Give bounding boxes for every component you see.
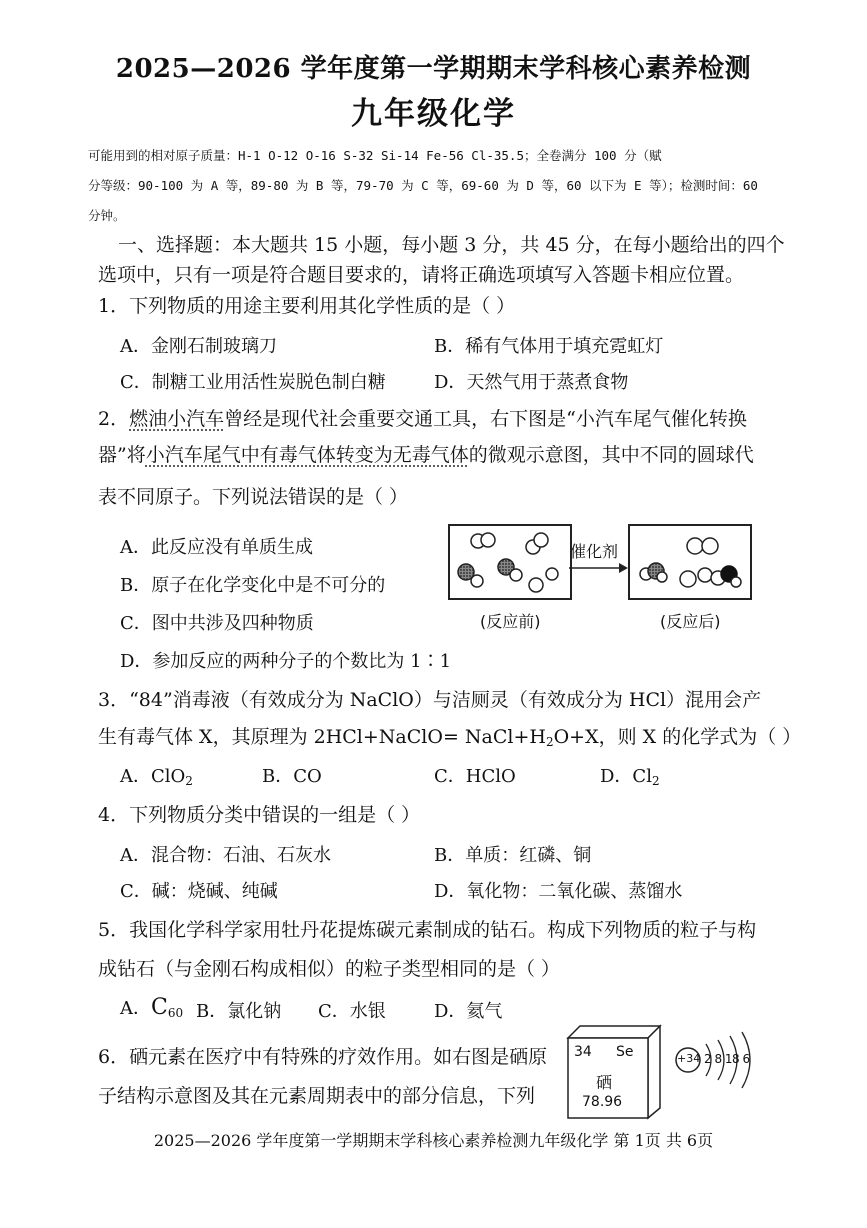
q6-stem-line-2: 子结构示意图及其在元素周期表中的部分信息，下列 (98, 1085, 536, 1107)
atomic-structure-diagram (672, 1030, 792, 1100)
atom-white (529, 578, 543, 592)
reaction-diagram (448, 524, 768, 634)
after-label: (反应后) (660, 612, 721, 631)
atom-white (687, 538, 703, 554)
q1-option-c: C．制糖工业用活性炭脱色制白糖 (120, 372, 386, 393)
atomic-mass: 78.96 (582, 1094, 623, 1110)
q5-option-d: D．氦气 (434, 1001, 503, 1022)
atom-white (546, 568, 558, 580)
electron-counts: 2 8 18 6 (704, 1052, 750, 1066)
page-footer: 2025—2026 学年度第一学期期末学科核心素养检测九年级化学 第 1页 共 6页 (153, 1131, 714, 1150)
before-label: (反应前) (480, 612, 541, 631)
q3-option-b: B．CO (262, 766, 322, 787)
q1-stem: 1．下列物质的用途主要利用其化学性质的是（ ） (98, 295, 516, 317)
q1-option-b: B．稀有气体用于填充霓虹灯 (434, 336, 664, 357)
exam-subject: 九年级化学 (351, 96, 516, 132)
q3-option-d: D．$Cl_2$ (600, 766, 660, 788)
atom-white (510, 569, 522, 581)
q6-stem-line-1: 6．硒元素在医疗中有特殊的疗效作用。如右图是硒原 (98, 1046, 548, 1068)
q2-option-b: B．原子在化学变化中是不可分的 (120, 575, 386, 596)
q3-stem-line-1: 3．“84”消毒液（有效成分为 NaClO）与洁厕灵（有效成分为 HCl）混用会产 (98, 689, 762, 711)
q5-option-b: B．氯化钠 (196, 1001, 282, 1022)
q5-stem-line-1: 5．我国化学科学家用牡丹花提炼碳元素制成的钻石。构成下列物质的粒子与构 (98, 919, 757, 941)
atom-white (731, 577, 741, 587)
q3-option-a: A．ClO$_2$ (120, 766, 193, 788)
atom-white (680, 571, 696, 587)
catalyst-label: 催化剂 (570, 542, 619, 561)
q2-stem-line-3: 表不同原子。下列说法错误的是（ ） (98, 486, 409, 508)
section-instructions-1: 一、选择题：本大题共 15 小题，每小题 3 分，共 45 分，在每小题给出的四个 (118, 234, 785, 256)
q5-option-a: A．$C_{60}$ (120, 995, 184, 1020)
q4-option-c: C．碱：烧碱、纯碱 (120, 881, 278, 902)
atom-white (657, 572, 667, 582)
atom-white (534, 533, 548, 547)
q3-option-c: C．HClO (434, 766, 516, 787)
info-line-1: 可能用到的相对原子质量：H-1 O-12 O-16 S-32 Si-14 Fe-56 Cl-35.5；全卷满分 100 分（赋 (88, 148, 662, 163)
atomic-number: 34 (574, 1044, 592, 1060)
q4-stem: 4．下列物质分类中错误的一组是（ ） (98, 804, 421, 826)
atom-white (471, 575, 483, 587)
info-line-2: 分等级：90-100 为 A 等，89-80 为 B 等，79-70 为 C 等，69-60 为 D 等，60 以下为 E 等）；检测时间：60 (88, 178, 758, 193)
element-symbol: Se (616, 1044, 634, 1060)
q5-option-c: C．水银 (318, 1001, 386, 1022)
exam-title: 2025—2026 学年度第一学期期末学科核心素养检测 (115, 54, 752, 84)
element-name: 硒 (596, 1073, 613, 1092)
q4-option-b: B．单质：红磷、铜 (434, 845, 592, 866)
section-instructions-2: 选项中，只有一项是符合题目要求的，请将正确选项填写入答题卡相应位置。 (98, 264, 745, 286)
q2-stem-line-2: 器”将小汽车尾气中有毒气体转变为无毒气体的微观示意图，其中不同的圆球代 (98, 444, 754, 466)
q2-option-c: C．图中共涉及四种物质 (120, 613, 314, 634)
q1-option-a: A．金刚石制玻璃刀 (120, 336, 277, 357)
q2-option-d: D．参加反应的两种分子的个数比为 1∶1 (120, 651, 452, 672)
periodic-table-cell (564, 1022, 664, 1122)
atom-white (698, 568, 712, 582)
q3-stem-line-2: 生有毒气体 X，其原理为 2HCl+NaClO= $NaCl+H_2O+X$，则 X 的化学式为（ ） (98, 726, 802, 749)
q4-option-d: D．氧化物：二氧化碳、蒸馏水 (434, 881, 683, 902)
q4-option-a: A．混合物：石油、石灰水 (120, 845, 331, 866)
q1-option-d: D．天然气用于蒸煮食物 (434, 372, 629, 393)
q5-stem-line-2: 成钻石（与金刚石构成相似）的粒子类型相同的是（ ） (98, 958, 561, 980)
info-line-3: 分钟。 (88, 208, 126, 223)
q2-option-a: A．此反应没有单质生成 (120, 537, 313, 558)
atom-white (481, 533, 495, 547)
nucleus-charge: +34 (677, 1052, 701, 1065)
q2-stem-line-1: 2．燃油小汽车曾经是现代社会重要交通工具，右下图是“小汽车尾气催化转换 (98, 408, 747, 430)
atom-white (702, 538, 718, 554)
